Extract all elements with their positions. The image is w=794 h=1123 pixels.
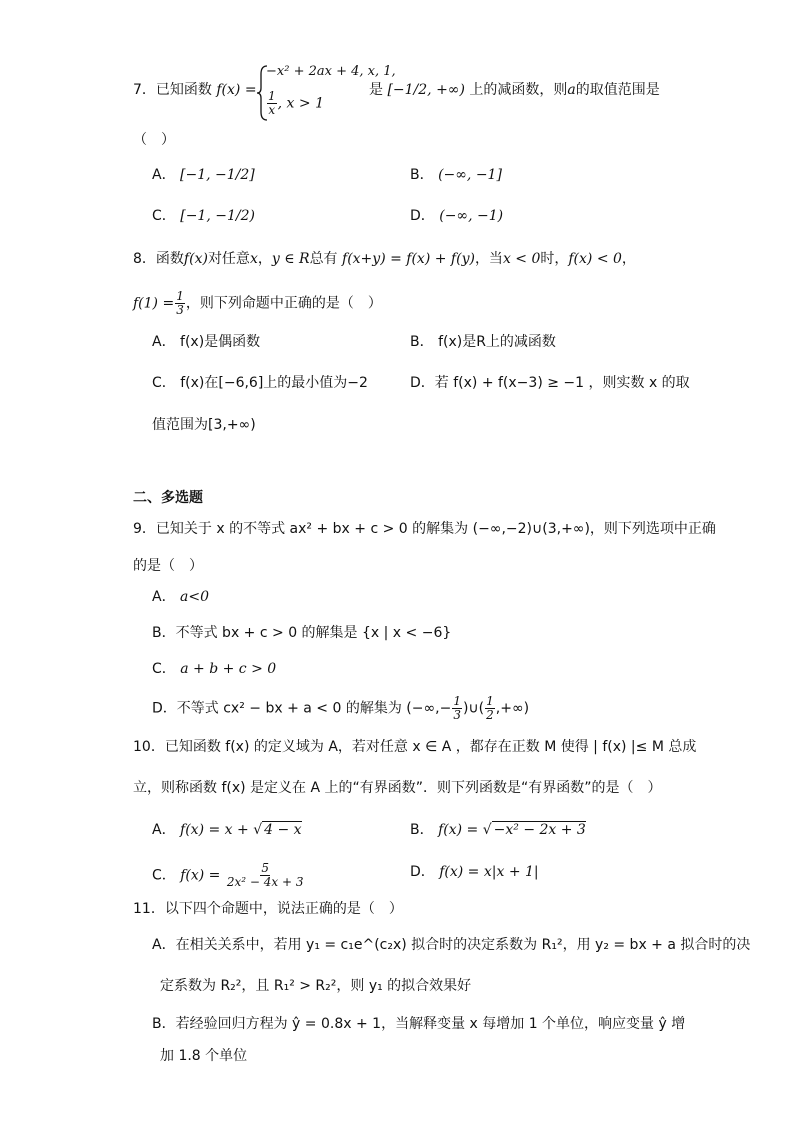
q9-option-d[interactable]: D．不等式 cx² − bx + a < 0 的解集为 (−∞,− $\frac{1}{3}$ )∪( $\frac{1}{2}$ ,+∞)	[152, 694, 530, 722]
q9-number: 9．	[133, 521, 156, 537]
q8-option-d[interactable]: D．若 f(x) + f(x−3) ≥ −1 ，则实数 x 的取	[410, 375, 690, 391]
section-title-multi-choice: 二、多选题	[133, 490, 203, 506]
q8-option-b[interactable]: B． f(x)是R上的减函数	[410, 334, 556, 350]
q7-stem: 7．已知函数 f(x) =	[133, 82, 257, 98]
q7-stem-tail: 是 [−1/2, +∞) 上的减函数，则a的取值范围是	[369, 82, 660, 98]
q10-option-d[interactable]: D． f(x) = x|x + 1|	[410, 864, 539, 880]
q10-option-c[interactable]: C． f(x) = $\frac{5}{\text{2x² − 4x + 3}}$	[152, 861, 304, 889]
q8-option-a[interactable]: A． f(x)是偶函数	[152, 334, 261, 350]
q11-option-a[interactable]: A．在相关关系中，若用 y₁ = c₁e^(c₂x) 拟合时的决定系数为 R₁²，用 y₂ = bx + a 拟合时的决	[152, 937, 751, 953]
q7-interval: [−1/2, +∞)	[387, 82, 465, 98]
q10-stem-line2: 立，则称函数 f(x) 是定义在 A 上的“有界函数”．则下列函数是“有界函数”的是（ ）	[133, 780, 662, 796]
q8-option-c[interactable]: C． f(x)在[−6,6]上的最小值为−2	[152, 375, 368, 391]
q11-option-b-cont: 加 1.8 个单位	[160, 1048, 248, 1064]
q8-number: 8．	[133, 251, 156, 267]
q11-number: 11．	[133, 901, 165, 917]
q7-piece1: −x² + 2ax + 4, x, 1,	[266, 64, 396, 79]
q10-number: 10．	[133, 739, 165, 755]
q9-stem-line2: 的是（ ）	[133, 558, 203, 574]
q9-option-b[interactable]: B．不等式 bx + c > 0 的解集是 {x | x < −6}	[152, 625, 452, 641]
q7-number: 7．	[133, 82, 156, 98]
q10-option-a[interactable]: A． f(x) = x + √ 4 − x	[152, 822, 302, 838]
q11-stem: 11．以下四个命题中，说法正确的是（ ）	[133, 901, 403, 917]
q7-option-d[interactable]: D． (−∞, −1)	[410, 208, 504, 224]
q7-fx: f(x) =	[216, 82, 257, 98]
q9-option-c[interactable]: C． a + b + c > 0	[152, 661, 277, 677]
q7-piece2: $\frac{1}{x}$ , x > 1	[268, 89, 324, 117]
q7-option-c[interactable]: C． [−1, −1/2)	[152, 208, 255, 224]
q8-stem-line1: 8．函数f(x)对任意x，y ∈ R总有 f(x+y) = f(x) + f(y)，当x < 0时，f(x) < 0，	[133, 251, 636, 267]
q7-option-b[interactable]: B． (−∞, −1]	[410, 167, 502, 183]
q11-option-b[interactable]: B．若经验回归方程为 ŷ = 0.8x + 1，当解释变量 x 每增加 1 个单位，响应变量 ŷ 增	[152, 1016, 686, 1032]
q7-paren: （ ）	[133, 132, 175, 148]
q9-stem-line1: 9．已知关于 x 的不等式 ax² + bx + c > 0 的解集为 (−∞,−2)∪(3,+∞)，则下列选项中正确	[133, 521, 716, 537]
q9-option-a[interactable]: A． a<0	[152, 589, 210, 605]
q7-option-a[interactable]: A． [−1, −1/2]	[152, 167, 255, 183]
q10-option-b[interactable]: B． f(x) = √ −x² − 2x + 3	[410, 822, 586, 838]
q8-option-d-cont: 值范围为[3,+∞)	[152, 417, 256, 433]
q10-stem-line1: 10．已知函数 f(x) 的定义域为 A，若对任意 x ∈ A ，都存在正数 M 使得 | f(x) |≤ M 总成	[133, 739, 697, 755]
q8-stem-line2: f(1) = $\frac{1}{3}$ ，则下列命题中正确的是（ ）	[133, 289, 382, 317]
q11-option-a-cont: 定系数为 R₂²，且 R₁² > R₂²，则 y₁ 的拟合效果好	[160, 978, 472, 994]
